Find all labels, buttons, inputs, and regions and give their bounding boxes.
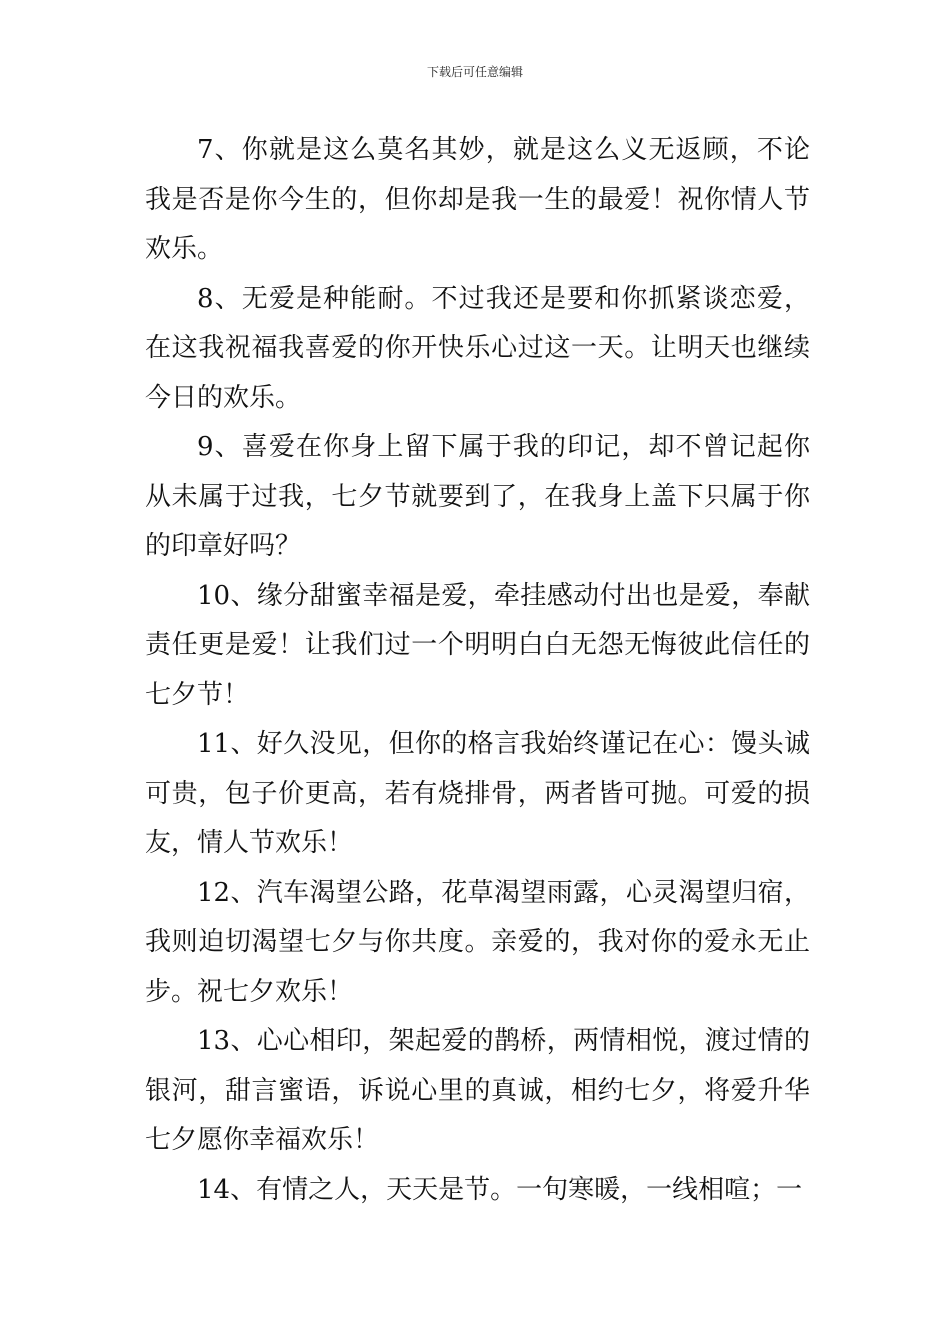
paragraph-14: 14、有情之人，天天是节。一句寒暖，一线相喧；一: [197, 1174, 803, 1205]
document-body: [145, 126, 810, 1215]
paragraph-9: 9、喜爱在你身上留下属于我的印记，却不曾记起你从未属于过我，七夕节就要到了，在我身上盖下只属于你的印章好吗？: [145, 432, 810, 561]
paragraph-10: 10、缘分甜蜜幸福是爱，牵挂感动付出也是爱，奉献责任更是爱！让我们过一个明明白白无怨无悔彼此信任的七夕节！: [145, 580, 810, 710]
paragraph-11: 11、好久没见，但你的格言我始终谨记在心：馒头诚可贵，包子价更高，若有烧排骨，两者皆可抛。可爱的损友，情人节欢乐！: [145, 729, 810, 858]
paragraph-7: 7、你就是这么莫名其妙，就是这么义无返顾，不论我是否是你今生的，但你却是我一生的最爱！祝你情人节欢乐。: [145, 135, 810, 264]
page-header-note: 下载后可任意编辑: [426, 65, 523, 79]
paragraph-12: 12、汽车渴望公路，花草渴望雨露，心灵渴望归宿，我则迫切渴望七夕与你共度。亲爱的，我对你的爱永无止步。祝七夕欢乐！: [145, 877, 810, 1007]
paragraph-8: 8、无爱是种能耐。不过我还是要和你抓紧谈恋爱，在这我祝福我喜爱的你开快乐心过这一天。让明天也继续今日的欢乐。: [145, 283, 810, 413]
paragraph-13: 13、心心相印，架起爱的鹊桥，两情相悦，渡过情的银河，甜言蜜语，诉说心里的真诚，相约七夕，将爱升华七夕愿你幸福欢乐！: [145, 1026, 810, 1155]
